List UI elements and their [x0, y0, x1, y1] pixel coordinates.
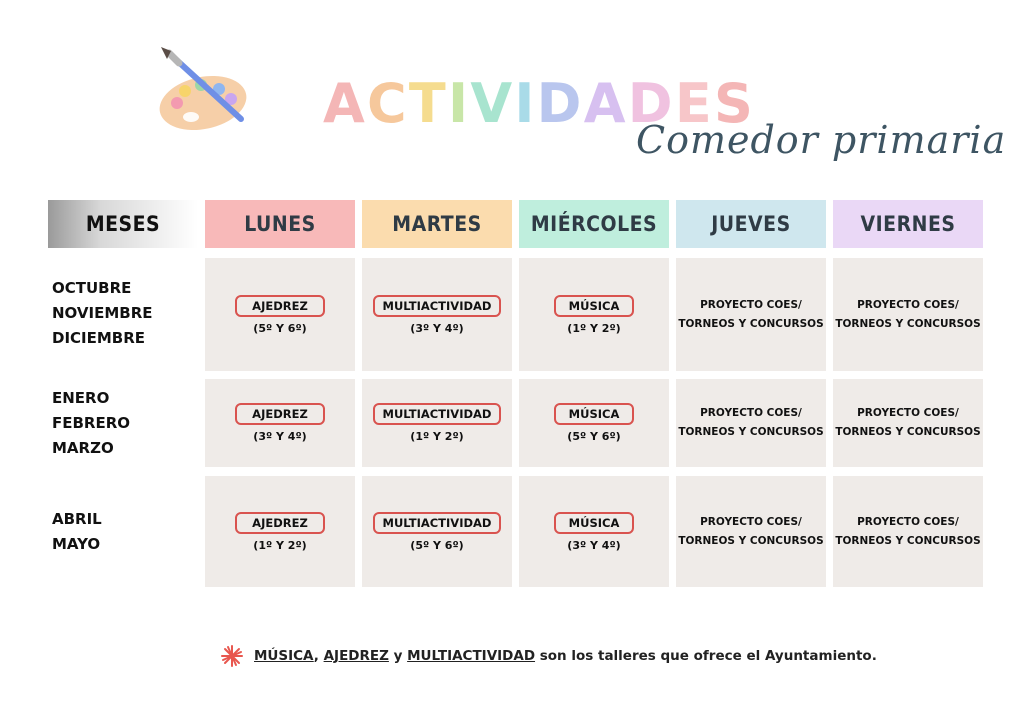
activity-badge: AJEDREZ — [235, 512, 325, 534]
group-label: (1º Y 2º) — [567, 321, 621, 335]
project-label: TORNEOS Y CONCURSOS — [835, 426, 981, 438]
group-label: (1º Y 2º) — [410, 430, 464, 443]
project-label: PROYECTO COES/ — [700, 298, 802, 311]
title-letter: A — [323, 71, 365, 135]
title-letter: V — [470, 71, 513, 135]
month-label: MARZO — [52, 439, 114, 457]
cell-viernes-row-2 — [833, 379, 983, 467]
months-row-3 — [52, 507, 102, 557]
activity-badge: MULTIACTIVIDAD — [373, 512, 502, 534]
title-letter: C — [367, 71, 407, 135]
title-letter: D — [536, 71, 582, 135]
project-label: PROYECTO COES/ — [857, 407, 959, 419]
cell-martes-row-2 — [362, 379, 512, 467]
months-row-2 — [52, 386, 130, 461]
activity-badge: MÚSICA — [554, 295, 634, 317]
cell-lunes-row-1 — [205, 258, 355, 371]
cell-jueves-row-1 — [676, 258, 826, 371]
paint-palette-icon — [155, 45, 255, 135]
activity-badge: MULTIACTIVIDAD — [373, 295, 502, 317]
day-header-martes: MARTES — [362, 200, 512, 248]
project-label: TORNEOS Y CONCURSOS — [835, 317, 981, 330]
title-letter: S — [713, 71, 753, 135]
title-letter: A — [583, 71, 626, 135]
month-label: ENERO — [52, 389, 110, 407]
cell-martes-row-1 — [362, 258, 512, 371]
group-label: (3º Y 4º) — [253, 430, 307, 443]
project-label: PROYECTO COES/ — [700, 515, 802, 528]
footnote-text — [254, 648, 877, 664]
month-label: NOVIEMBRE — [52, 304, 153, 322]
group-label: (5º Y 6º) — [567, 430, 621, 443]
months-header: MESES — [48, 200, 198, 248]
project-label: TORNEOS Y CONCURSOS — [678, 534, 824, 547]
cell-lunes-row-2 — [205, 379, 355, 467]
footnote — [220, 644, 877, 668]
project-label: PROYECTO COES/ — [857, 515, 959, 528]
cell-viernes-row-1 — [833, 258, 983, 371]
group-label: (3º Y 4º) — [410, 321, 464, 335]
project-label: PROYECTO COES/ — [700, 407, 802, 419]
activity-badge: MÚSICA — [554, 512, 634, 534]
cell-miercoles-row-1 — [519, 258, 669, 371]
group-label: (5º Y 6º) — [253, 321, 307, 335]
cell-viernes-row-3 — [833, 476, 983, 587]
activity-badge: AJEDREZ — [235, 403, 325, 425]
footnote-musica: MÚSICA — [254, 648, 314, 664]
title-letter: E — [674, 71, 712, 135]
title-letter: D — [627, 71, 673, 135]
asterisk-star-icon — [220, 644, 244, 668]
day-header-lunes: LUNES — [205, 200, 355, 248]
activity-badge: MULTIACTIVIDAD — [373, 403, 502, 425]
title-letter: I — [514, 71, 535, 135]
activity-badge: AJEDREZ — [235, 295, 325, 317]
project-label: TORNEOS Y CONCURSOS — [678, 426, 824, 438]
cell-lunes-row-3 — [205, 476, 355, 587]
day-header-viernes: VIERNES — [833, 200, 983, 248]
footnote-separator: , — [313, 648, 324, 664]
day-header-miercoles: MIÉRCOLES — [519, 200, 669, 248]
project-label: TORNEOS Y CONCURSOS — [678, 317, 824, 330]
activity-badge: MÚSICA — [554, 403, 634, 425]
page-subtitle: Comedor primaria — [636, 118, 1007, 162]
footnote-separator: y — [388, 648, 408, 664]
footnote-multiactividad: MULTIACTIVIDAD — [407, 648, 536, 664]
cell-martes-row-3 — [362, 476, 512, 587]
group-label: (1º Y 2º) — [253, 538, 307, 552]
cell-jueves-row-3 — [676, 476, 826, 587]
month-label: DICIEMBRE — [52, 329, 146, 347]
month-label: OCTUBRE — [52, 279, 132, 297]
cell-miercoles-row-3 — [519, 476, 669, 587]
footnote-rest: son los talleres que ofrece el Ayuntamiento. — [535, 648, 877, 664]
footnote-ajedrez: AJEDREZ — [323, 648, 389, 664]
month-label: FEBRERO — [52, 414, 131, 432]
day-header-jueves: JUEVES — [676, 200, 826, 248]
months-row-1 — [52, 276, 153, 351]
month-label: MAYO — [52, 535, 101, 553]
project-label: PROYECTO COES/ — [857, 298, 959, 311]
group-label: (3º Y 4º) — [567, 538, 621, 552]
cell-jueves-row-2 — [676, 379, 826, 467]
group-label: (5º Y 6º) — [410, 538, 464, 552]
project-label: TORNEOS Y CONCURSOS — [835, 534, 981, 547]
title-letter: T — [408, 71, 446, 135]
month-label: ABRIL — [52, 510, 102, 528]
title-letter: I — [447, 71, 469, 135]
cell-miercoles-row-2 — [519, 379, 669, 467]
